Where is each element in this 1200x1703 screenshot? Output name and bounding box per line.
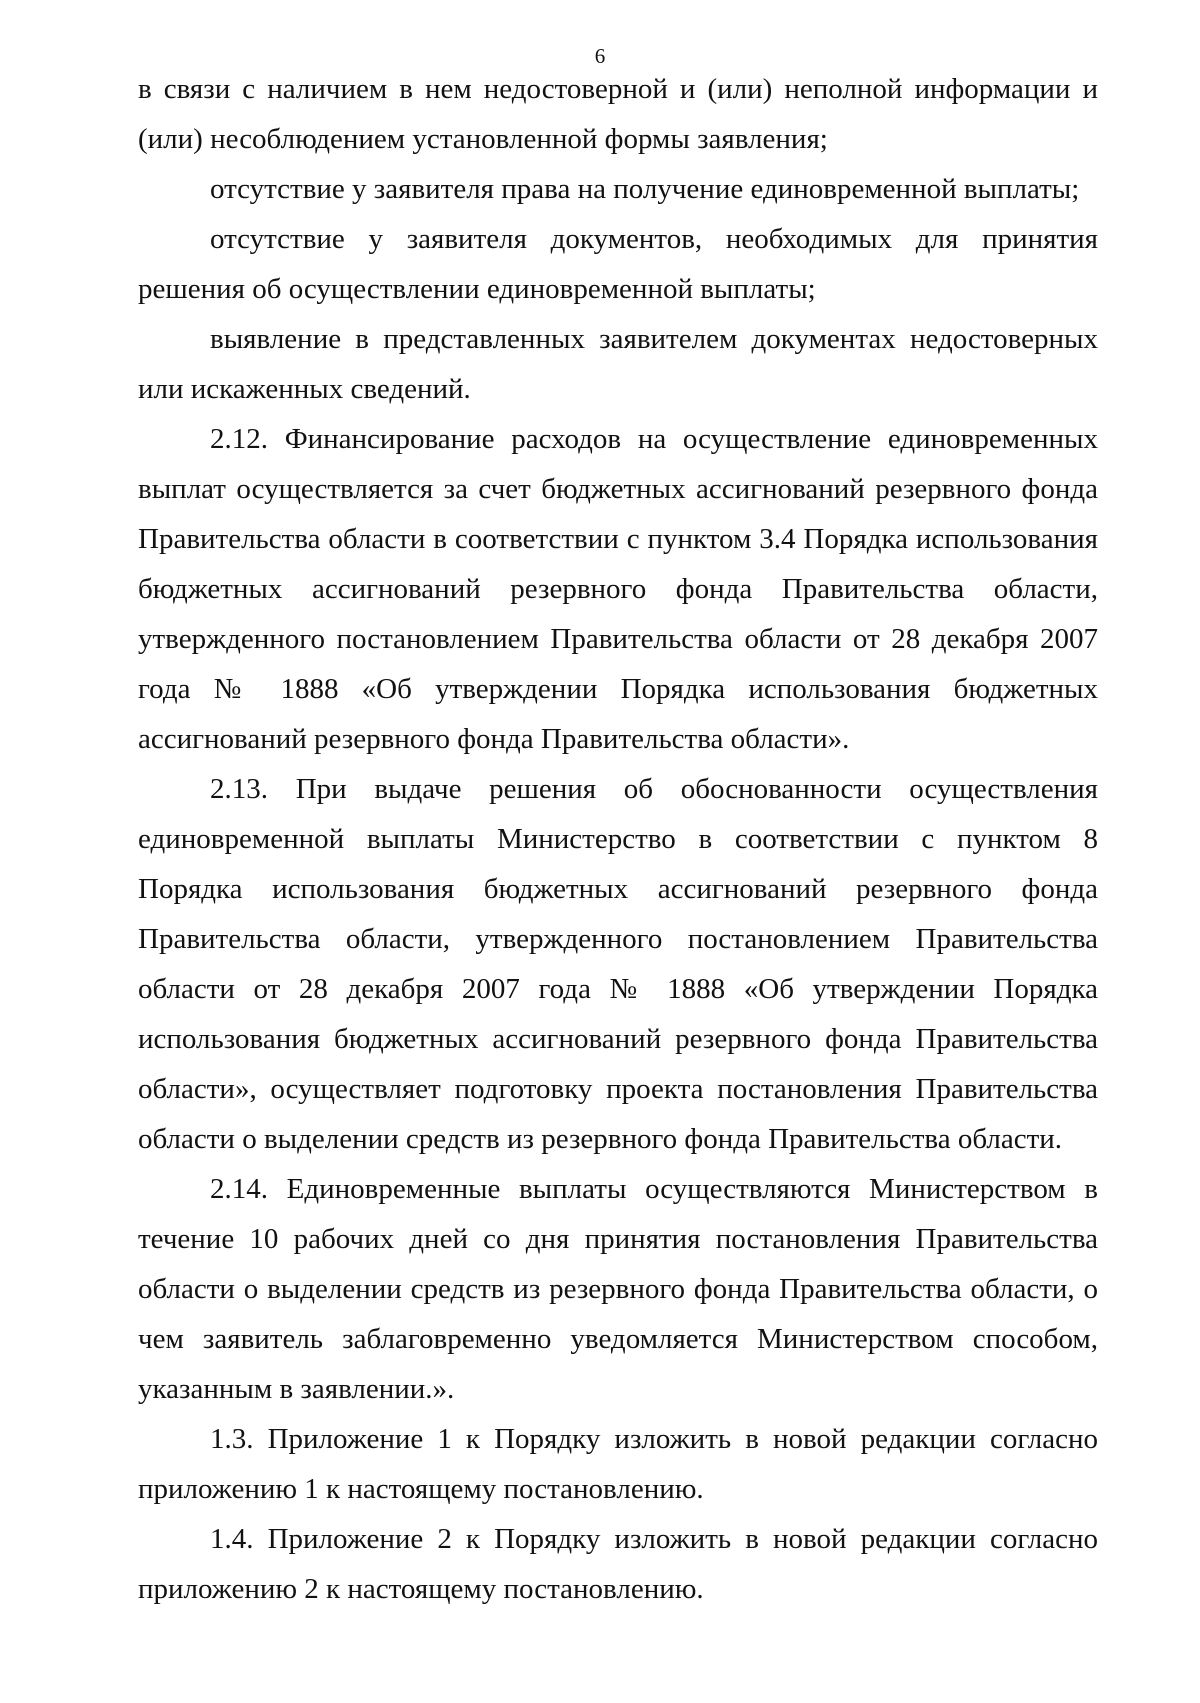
paragraph-no-documents: отсутствие у заявителя документов, необходимых для принятия решения об осуществлении единовременной выплаты; [138, 223, 1098, 305]
paragraph-2-13: 2.13. При выдаче решения об обоснованности осуществления единовременной выплаты Министерство в соответствии с пунктом 8 Порядка использования бюджетных ассигнований резервного фонда Правительства области, утвержденного постановлением Правительства области от 28 декабря 2007 года № 1888 «Об утверждении Порядка использования бюджетных ассигнований резервного фонда Правительства области», осуществляет подготовку проекта постановления Правительства области о выделении средств из резервного фонда Правительства области. [138, 773, 1098, 1155]
paragraph-1-4: 1.4. Приложение 2 к Порядку изложить в новой редакции согласно приложению 2 к настоящему постановлению. [138, 1523, 1098, 1605]
paragraph-2-14: 2.14. Единовременные выплаты осуществляются Министерством в течение 10 рабочих дней со дня принятия постановления Правительства области о выделении средств из резервного фонда Правительства области, о чем заявитель заблаговременно уведомляется Министерством способом, указанным в заявлении.». [138, 1173, 1098, 1405]
paragraph-no-right: отсутствие у заявителя права на получение единовременной выплаты; [210, 173, 1080, 205]
paragraph-1-3: 1.3. Приложение 1 к Порядку изложить в новой редакции согласно приложению 1 к настоящему постановлению. [138, 1423, 1098, 1505]
page-number: 6 [594, 44, 606, 68]
document-body [138, 64, 1098, 1614]
paragraph-false-info: выявление в представленных заявителем документах недостоверных или искаженных сведений. [138, 323, 1098, 405]
paragraph-continuation: в связи с наличием в нем недостоверной и (или) неполной информации и (или) несоблюдением установленной формы заявления; [138, 73, 1098, 155]
paragraph-2-12: 2.12. Финансирование расходов на осуществление единовременных выплат осуществляется за счет бюджетных ассигнований резервного фонда Правительства области в соответствии с пунктом 3.4 Порядка использования бюджетных ассигнований резервного фонда Правительства области, утвержденного постановлением Правительства области от 28 декабря 2007 года № 1888 «Об утверждении Порядка использования бюджетных ассигнований резервного фонда Правительства области». [138, 423, 1098, 755]
